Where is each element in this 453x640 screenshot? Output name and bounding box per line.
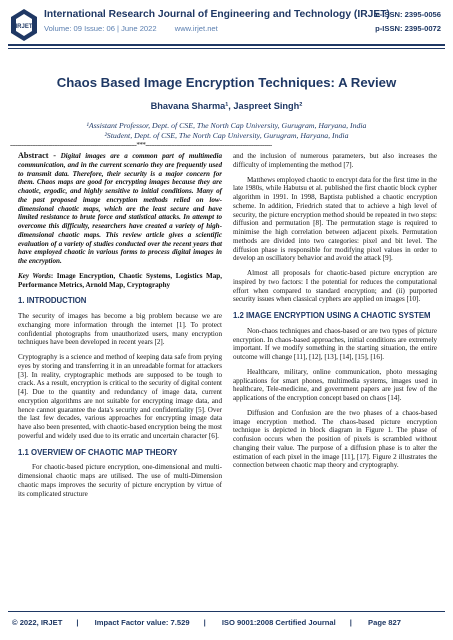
abstract	[18, 152, 222, 266]
footer-rule	[8, 611, 445, 612]
paper-title: Chaos Based Image Encryption Techniques: A Review	[56, 75, 397, 90]
section-heading-image-encryption: 1.2 IMAGE ENCRYPTION USING A CHAOTIC SYSTEM	[233, 311, 431, 320]
abstract-label: Abstract -	[18, 151, 57, 160]
encryption-paragraph-2: Healthcare, military, online communication, photo messaging applications for smart phones, multimedia systems, images used in healthcare, Tele-medicine, and government papers are just few of the applications of the encryption concept based on chaos [14].	[233, 367, 437, 402]
right-paragraph-1: and the inclusion of numerous parameters, but also increases the difficulty of implementing the method [7].	[233, 152, 437, 169]
section-heading-chaotic-map-theory: 1.1 OVERVIEW OF CHAOTIC MAP THEORY	[18, 447, 178, 457]
irjet-logo	[10, 8, 38, 42]
separator: ---------------------------------------------------------------------***---------------------------------------------------------------------	[10, 141, 272, 149]
authors: Bhavana Sharma¹, Jaspreet Singh²	[150, 101, 303, 111]
footer-copyright: © 2022, IRJET	[12, 618, 63, 627]
affiliation-1: ¹Assistant Professor, Dept. of CSE, The North Cap University, Gurugram, Haryana, India	[86, 121, 367, 130]
encryption-paragraph-1: Non-chaos techniques and chaos-based or are two types of picture encryption. In chaos-based approaches, initial conditions are extremely important. If we modify something in the starting situation, the entire outcome will change [11], [12], [13], [14], [15], [16].	[233, 326, 437, 361]
chaotic-map-paragraph-1: For chaotic-based picture encryption, one-dimensional and multi-dimensional chaotic maps are utilised. The use of multi-Dimension chaotic maps improves the security of picture encryption by virtue of its complicated structure	[18, 463, 222, 498]
keywords-label: Key Words	[18, 271, 51, 280]
page-footer: © 2022, IRJET | Impact Factor value: 7.529 | ISO 9001:2008 Certified Journal | Page 827	[12, 618, 401, 627]
right-column	[233, 152, 437, 476]
p-issn: p-ISSN: 2395-0072	[375, 24, 441, 33]
journal-website[interactable]: www.irjet.net	[174, 24, 218, 33]
journal-subline	[44, 24, 234, 33]
intro-paragraph-1: The security of images has become a big problem because we are exchanging more information through the internet [1]. To protect confidential photographs from unauthorized users, many encryption techniques have been developed in recent years [2].	[18, 312, 222, 347]
keywords	[18, 272, 222, 290]
section-heading-introduction: 1. INTRODUCTION	[18, 296, 87, 306]
journal-title: International Research Journal of Engineering and Technology (IRJET)	[44, 9, 390, 20]
intro-paragraph-2: Cryptography is a science and method of keeping data safe from prying eyes by storing and transferring it in an unreadable format for attackers [3]. In reality, cryptographic methods are supposed to be tough to crack. As a result, encryption is critical to the security of digital content [4]. Due to the quantity and redundancy of image data, current encryption algorithms are not suitable for encrypting image data, and hence cannot guarantee the data's security and confidentiality [5]. Over the last few decades, various approaches for encrypting image data have also been presented, with chaotic-based encryption being the most powerful and widely used due to its erratic and uncertain character [6].	[18, 353, 222, 440]
journal-header	[8, 6, 445, 46]
footer-page-number: Page 827	[368, 618, 401, 627]
e-issn: e-ISSN: 2395-0056	[375, 10, 441, 19]
header-rule-thin	[8, 48, 445, 49]
footer-iso: ISO 9001:2008 Certified Journal	[221, 618, 336, 627]
header-rule	[8, 44, 445, 46]
affiliation-2: ²Student, Dept. of CSE, The North Cap University, Gurugram, Haryana, India	[104, 131, 349, 140]
footer-impact-factor: Impact Factor value: 7.529	[94, 618, 190, 627]
right-paragraph-3: Almost all proposals for chaotic-based picture encryption are inspired by two factors: I the potential for reduces the computational effort when compared to standard encryption; and (ii) purported security issues when classical cyphers are applied on images [10].	[233, 269, 437, 304]
abstract-text: Digital images are a common part of multimedia communication, and in the current scenario they are frequently used to transmit data. Therefore, their security is a major concern for them. Chaos maps are good for encrypting images because they are chaotic, ergodic, and highly sensitive to initial conditions. Many of the past proposed image encryption methods relied on low-dimensional chaotic maps, which are the least secure and have limited resistance to brute force and statistical attacks. In attempt to overcome this difficulty, researchers have created a variety of high-dimensional chaotic maps. This review article gives a scientific evaluation of a variety of studies conducted over the recent years that have employed chaotic in various forms to process digital images in the encryption.	[18, 152, 222, 265]
left-column	[18, 152, 222, 504]
volume-info: Volume: 09 Issue: 06 | June 2022	[44, 24, 157, 33]
keywords-text: : Image Encryption, Chaotic Systems, Logistics Map, Performance Metrics, Arnold Map, Cryptography	[18, 271, 223, 289]
right-paragraph-2: Matthews employed chaotic to encrypt data for the first time in the late 1980s, while Habutsu et al. published the first chaotic block cypher algorithm in 1991. In 1998, Baptista published a chaotic encryption scheme. In addition, Friedrich stated that to achieve a high level of security, the picture encryption method should be repeated in two steps: diffusion and permutation [8]. The permutation stage is required to minimise the high correlation between adjacent pixels. Permutation methods are divided into two categories: pixel and bit level. The diffusion phase is responsible for modifying pixel values in order to develop an oscillatory behavior and avoid the attack [9].	[233, 175, 437, 263]
logo-text: IRJET	[15, 24, 33, 30]
encryption-paragraph-3: Diffusion and Confusion are the two phases of a chaos-based image encryption method. The chaos-based picture encryption technique is depicted in block diagram in Figure 1. The phase of confusion occurs when the position of pixels is scrambled without changing their value. The purpose of a diffusion phase is to alter the estimation of each pixel in the image [11], [17]. Figure 2 illustrates the connection between chaotic map theory and cryptography.	[233, 408, 437, 470]
